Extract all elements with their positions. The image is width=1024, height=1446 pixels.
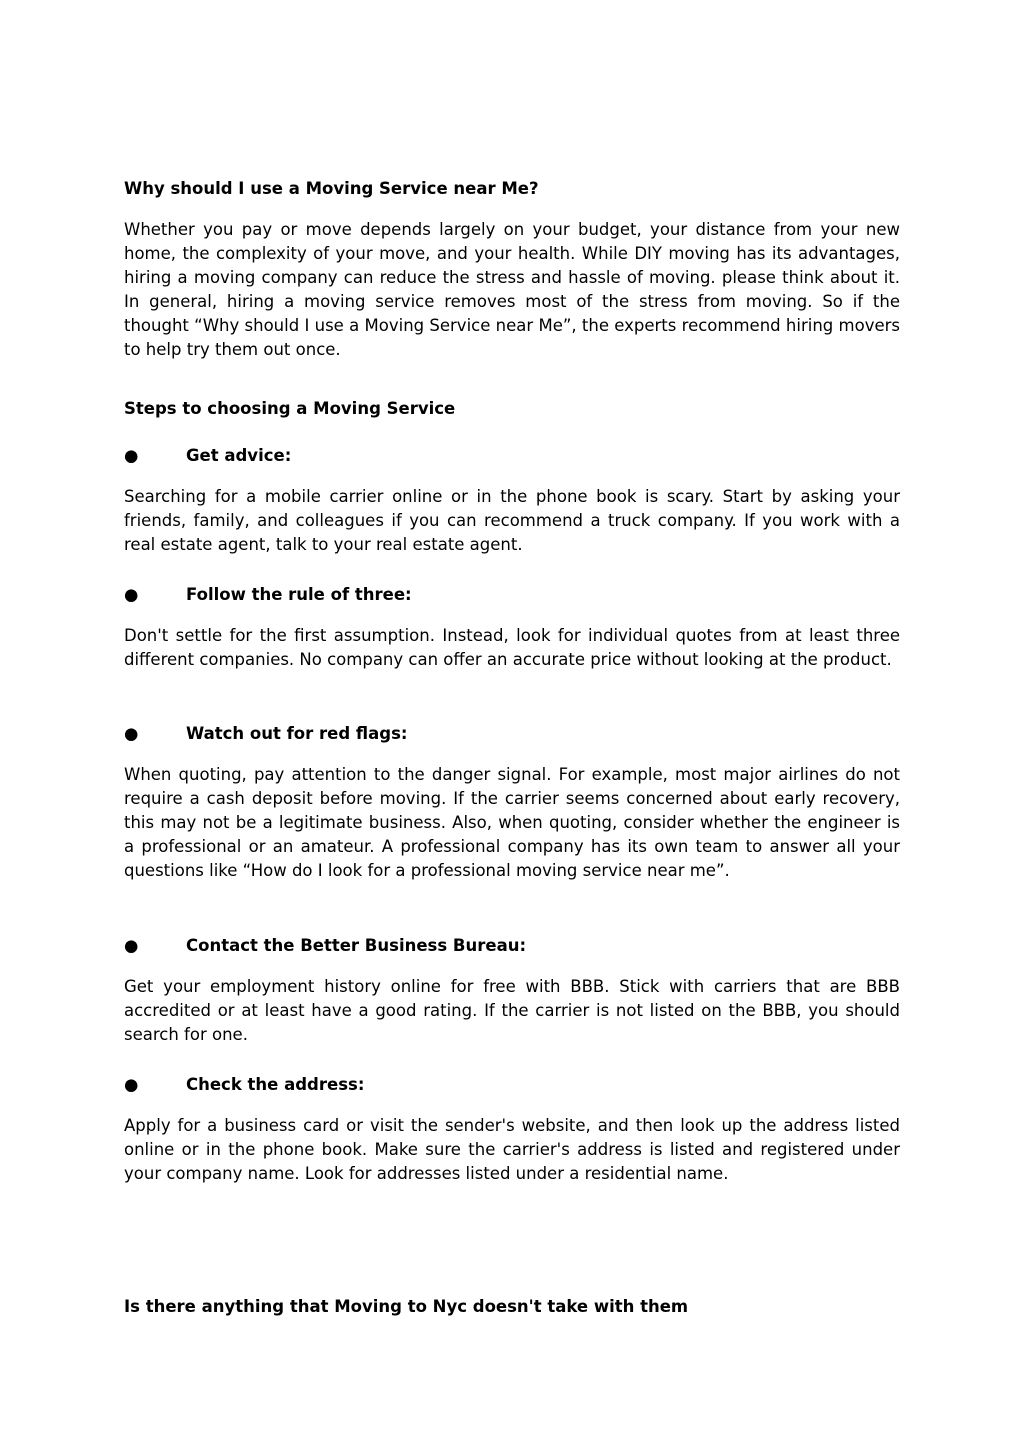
step-paragraph: Get your employment history online for free with BBB. Stick with carriers that are BBB accredited or at least have a good rating. If the carrier is not listed on the BBB, you should search for one. — [124, 977, 900, 1045]
step-better-business-bureau — [124, 934, 900, 958]
bullet-icon: ● — [124, 936, 139, 955]
bullet-icon: ● — [124, 724, 139, 743]
step-check-address — [124, 1073, 900, 1097]
step-paragraph: Don't settle for the first assumption. Instead, look for individual quotes from at least three different companies. No company can offer an accurate price without looking at the product. — [124, 626, 900, 670]
step-rule-of-three — [124, 583, 900, 607]
step-paragraph: Apply for a business card or visit the sender's website, and then look up the address listed online or in the phone book. Make sure the carrier's address is listed and registered under your company name. Look for addresses listed under a residential name. — [124, 1116, 900, 1184]
step-label: Watch out for red flags: — [186, 724, 408, 743]
step-get-advice — [124, 444, 900, 468]
steps-heading: Steps to choosing a Moving Service — [124, 399, 456, 418]
why-paragraph: Whether you pay or move depends largely on your budget, your distance from your new home, the complexity of your move, and your health. While DIY moving has its advantages, hiring a moving company can reduce the stress and hassle of moving. please think about it. In general, hiring a moving service removes most of the stress from moving. So if the thought “Why should I use a Moving Service near Me”, the experts recommend hiring movers to help try them out once. — [124, 220, 900, 360]
step-label: Follow the rule of three: — [186, 585, 412, 604]
step-red-flags — [124, 722, 900, 746]
step-label: Contact the Better Business Bureau: — [186, 936, 527, 955]
nyc-heading: Is there anything that Moving to Nyc doesn't take with them — [124, 1297, 689, 1316]
why-heading: Why should I use a Moving Service near Me? — [124, 179, 539, 198]
bullet-icon: ● — [124, 446, 139, 465]
step-label: Get advice: — [186, 446, 292, 465]
step-paragraph: Searching for a mobile carrier online or in the phone book is scary. Start by asking your friends, family, and colleagues if you can recommend a truck company. If you work with a real estate agent, talk to your real estate agent. — [124, 487, 900, 555]
bullet-icon: ● — [124, 1075, 139, 1094]
step-paragraph: When quoting, pay attention to the danger signal. For example, most major airlines do not require a cash deposit before moving. If the carrier seems concerned about early recovery, this may not be a legitimate business. Also, when quoting, consider whether the engineer is a professional or an amateur. A professional company has its own team to answer all your questions like “How do I look for a professional moving service near me”. — [124, 765, 900, 881]
bullet-icon: ● — [124, 585, 139, 604]
step-label: Check the address: — [186, 1075, 365, 1094]
